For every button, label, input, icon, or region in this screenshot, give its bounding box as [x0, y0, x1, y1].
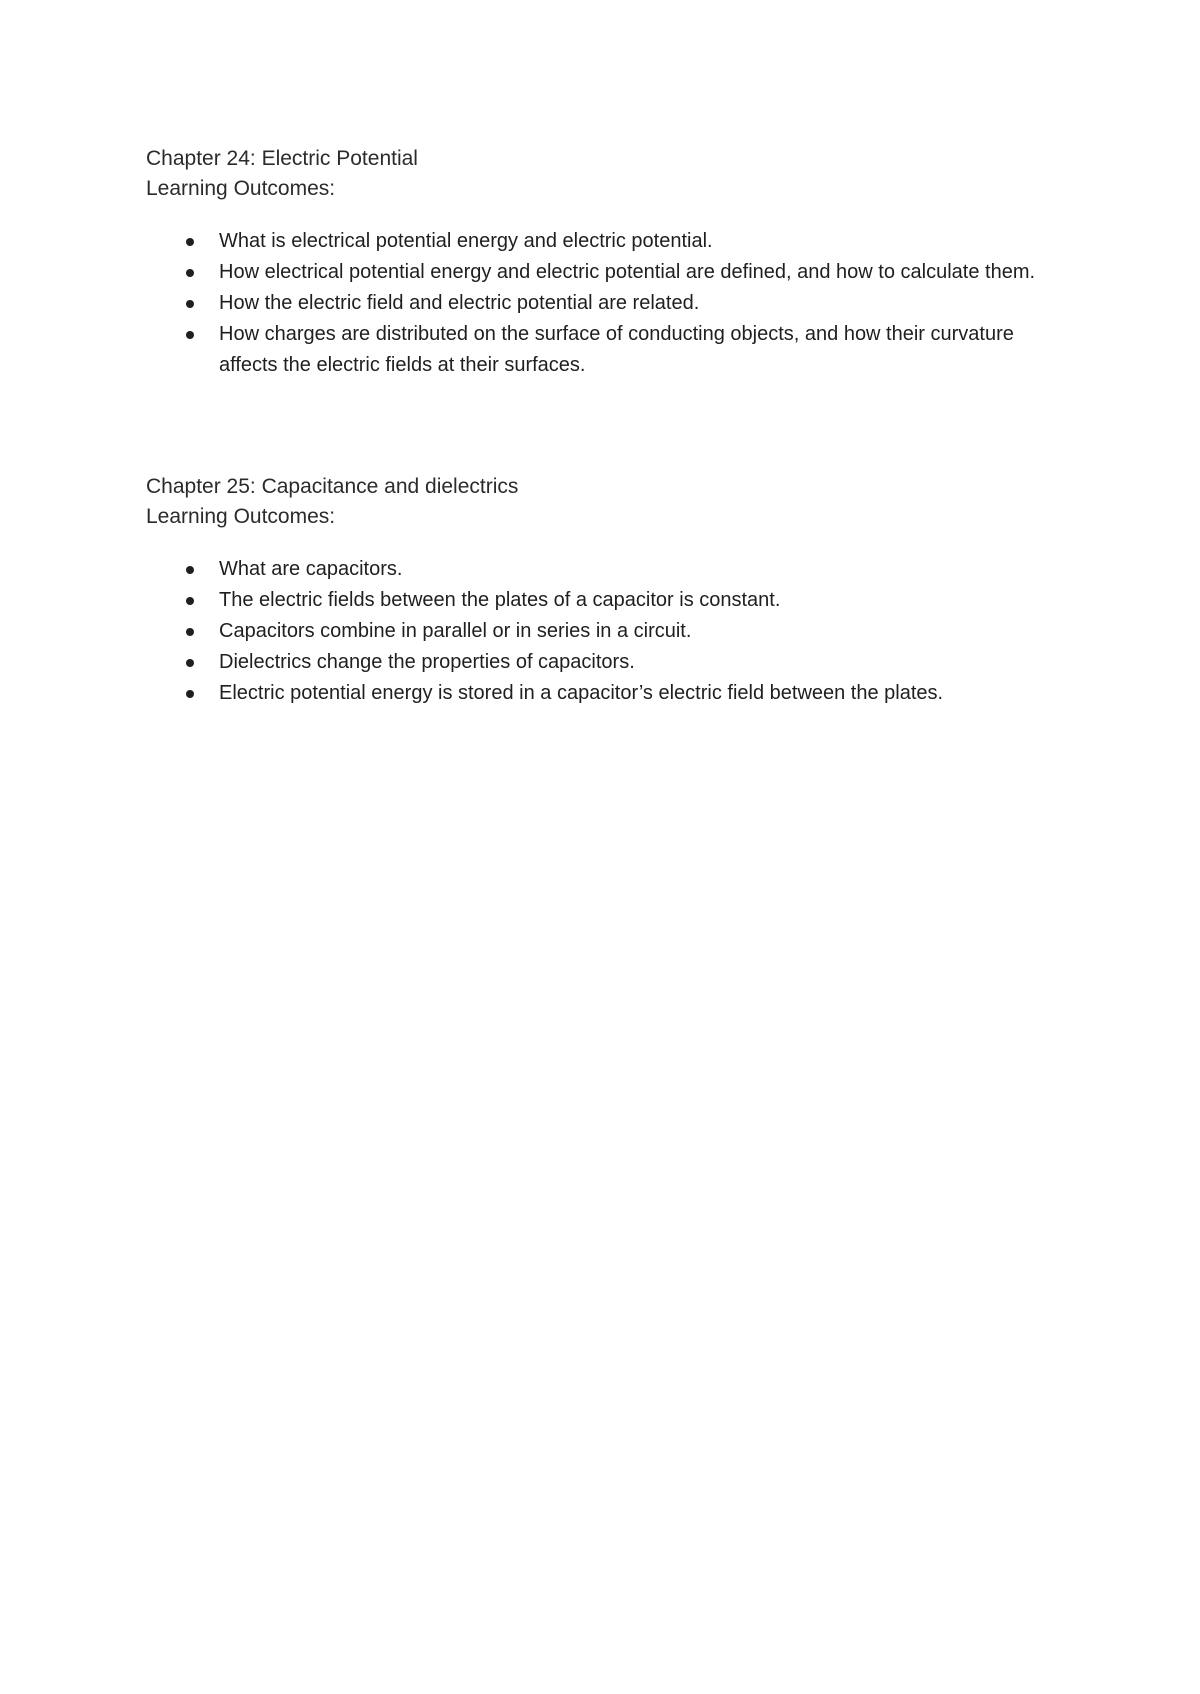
list-item — [146, 647, 1066, 678]
bullet-icon — [186, 238, 194, 246]
list-item — [146, 616, 1066, 647]
chapter-24-section — [146, 144, 1066, 381]
bullet-icon — [186, 269, 194, 277]
list-item-text: How the electric field and electric potential are related. — [219, 292, 700, 314]
list-item — [146, 678, 1066, 709]
bullet-icon — [186, 300, 194, 308]
chapter-heading: Chapter 25: Capacitance and dielectrics — [146, 475, 519, 498]
list-item-text: How charges are distributed on the surface of conducting objects, and how their curvature affects the electric fields at their surfaces. — [219, 323, 1014, 376]
list-item-text: The electric fields between the plates of a capacitor is constant. — [219, 589, 781, 611]
list-item-text: What is electrical potential energy and electric potential. — [219, 230, 713, 252]
learning-outcomes-list — [146, 554, 1066, 709]
list-item-text: How electrical potential energy and electric potential are defined, and how to calculate them. — [219, 261, 1036, 283]
list-item — [146, 585, 1066, 616]
bullet-icon — [186, 566, 194, 574]
list-item — [146, 288, 1066, 319]
chapter-heading: Chapter 24: Electric Potential — [146, 147, 418, 170]
chapter-25-section — [146, 472, 1066, 709]
learning-outcomes-label: Learning Outcomes: — [146, 177, 336, 200]
bullet-icon — [186, 659, 194, 667]
list-item — [146, 257, 1066, 288]
list-item — [146, 554, 1066, 585]
bullet-icon — [186, 690, 194, 698]
list-item-text: Electric potential energy is stored in a capacitor’s electric field between the plates. — [219, 682, 944, 704]
bullet-icon — [186, 628, 194, 636]
list-item-text: Capacitors combine in parallel or in series in a circuit. — [219, 620, 692, 642]
bullet-icon — [186, 331, 194, 339]
learning-outcomes-list — [146, 226, 1066, 381]
bullet-icon — [186, 597, 194, 605]
list-item — [146, 319, 1066, 381]
learning-outcomes-label: Learning Outcomes: — [146, 505, 336, 528]
list-item-text: What are capacitors. — [219, 558, 403, 580]
list-item — [146, 226, 1066, 257]
list-item-text: Dielectrics change the properties of capacitors. — [219, 651, 635, 673]
